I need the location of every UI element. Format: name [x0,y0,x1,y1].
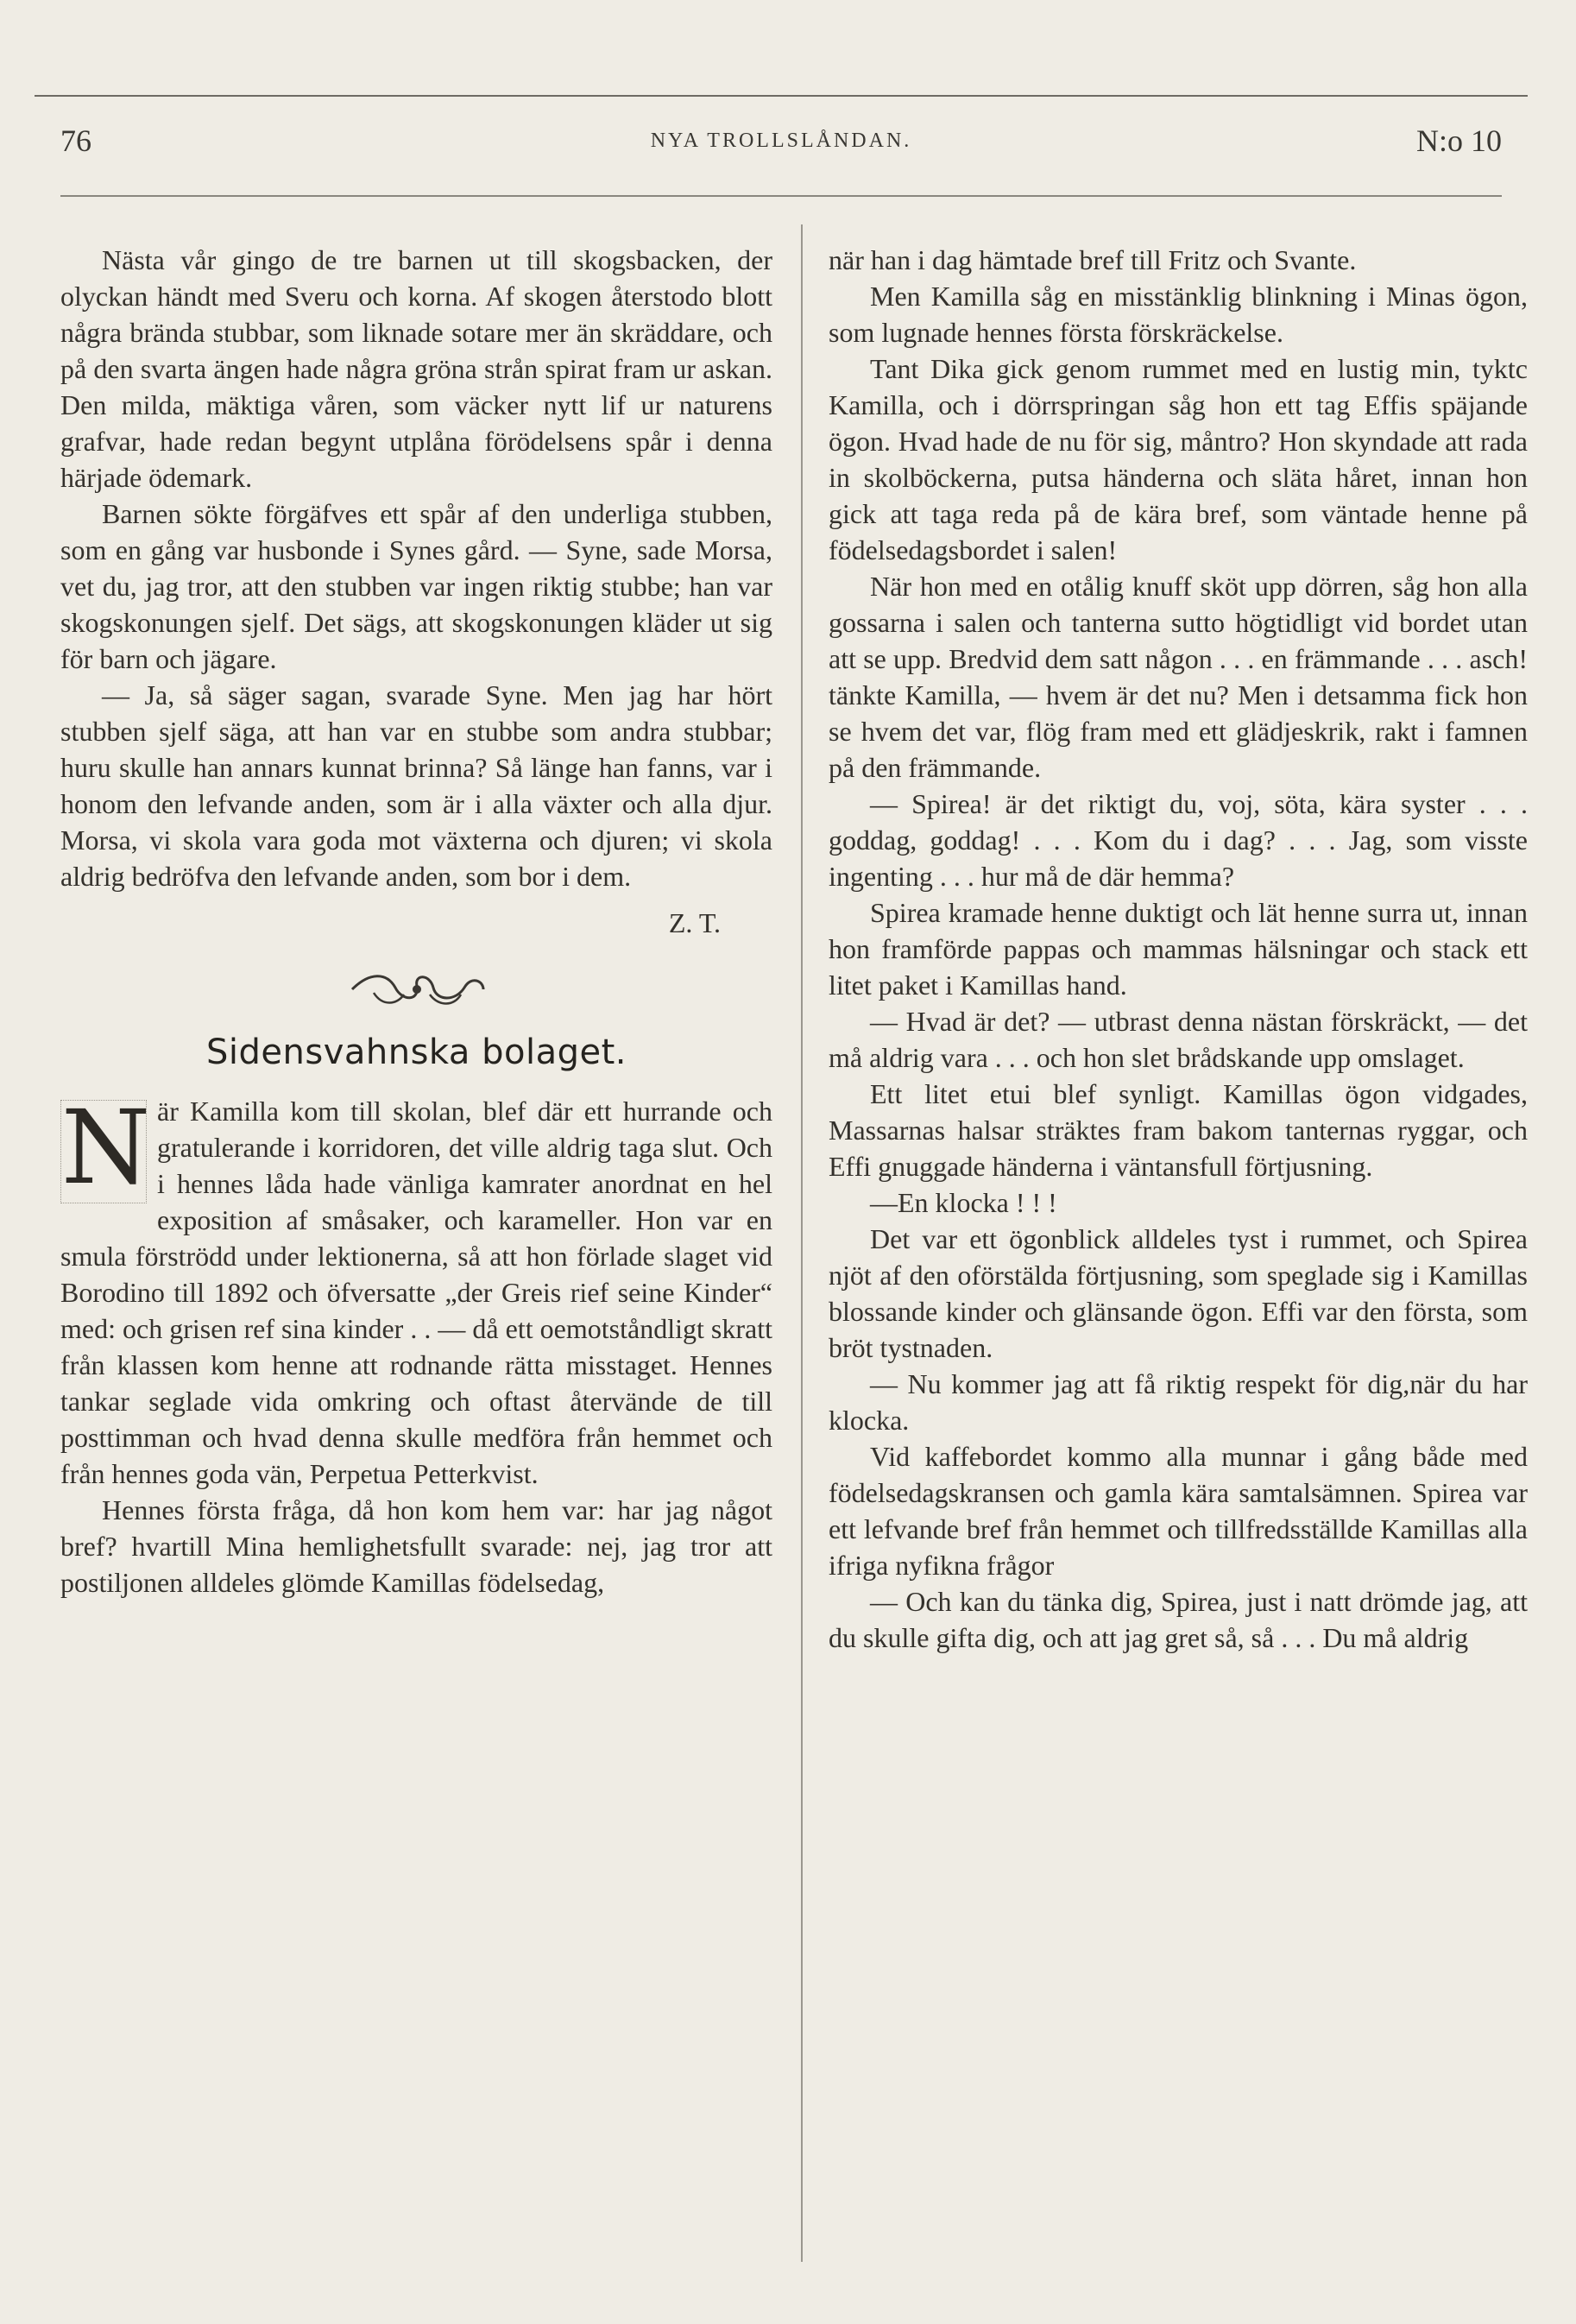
dialogue-paragraph: — Hvad är det? — utbrast denna nästan förskräckt, — det må aldrig vara . . . och hon slet brådskande upp omslaget. [829,1006,1528,1073]
dialogue-paragraph: — Och kan du tänka dig, Spirea, just i natt drömde jag, att du skulle gifta dig, och att jag gret så, så . . . Du må aldrig [829,1586,1528,1653]
ornament-flourish-icon [344,963,490,1012]
author-signature: Z. T. [668,907,721,938]
story-paragraph: Spirea kramade henne duktigt och lät henne surra ut, innan hon framförde pappas och mammas hälsningar och stack ett litet paket i Kamillas hand. [829,897,1528,1001]
story-paragraph: Hennes första fråga, då hon kom hem var: har jag något bref? hvartill Mina hemlighetsfullt svarade: nej, jag tror att postiljonen alldeles glömde Kamillas födelsedag, [60,1494,772,1598]
dialogue-paragraph: —En klocka ! ! ! [870,1187,1057,1218]
page [35,86,1528,2296]
dialogue-paragraph: — Nu kommer jag att få riktig respekt för dig,när du har klocka. [829,1368,1528,1436]
story-paragraph: När hon med en otålig knuff sköt upp dörren, såg hon alla gossarna i salen och tanterna sutto högtidligt vid bordet utan att se upp. Bredvid dem satt någon . . . en främmande . . . asch! tänkte Kamilla, — hvem är det nu? Men i detsamma fick hon se hvem det var, flög fram med ett glädjeskrik, rakt i famnen på den främmande. [829,571,1528,783]
top-border-rule [35,95,1528,97]
dialogue-paragraph: — Spirea! är det riktigt du, voj, söta, kära syster . . . goddag, goddag! . . . Kom du i dag? . . . Jag, som visste ingenting . . . hur må de där hemma? [829,788,1528,892]
story-paragraph: Ett litet etui blef synligt. Kamillas ögon vidgades, Massarnas halsar sträktes fram bakom tanternas ryggar, och Effi gnuggade händerna i väntansfull förtjusning. [829,1078,1528,1182]
journal-title: NYA TROLLSLÅNDAN. [650,129,912,152]
story-paragraph: Nästa vår gingo de tre barnen ut till skogsbacken, der olyckan händt med Sveru och korna. Af skogen återstodo blott några brända stubbar, som liknade sotare mer än skräddare, och på den svarta ängen hade några gröna strån spirat fram ur askan. Den milda, mäktiga våren, som väcker nytt lif ur naturens grafvar, hade redan begynt utplåna förödelsens spår i denna härjade ödemark. [60,244,772,493]
section-title: Sidensvahnska bolaget. [206,1033,627,1072]
story-paragraph: Men Kamilla såg en misstänklig blinkning i Minas ögon, som lugnade hennes första förskräckelse. [829,281,1528,348]
page-number: 76 [60,123,91,158]
story-paragraph: Tant Dika gick genom rummet med en lustig min, tyktc Kamilla, och i dörrspringan såg hon ett tag Effis späjande ögon. Hvad hade de nu för sig, måntro? Hon skyndade att rada in skolböckerna, putsa händerna och släta håret, innan hon gick att taga reda på de kära bref, som väntade henne på födelsedagsbordet i salen! [829,353,1528,565]
story-paragraph-continued: när han i dag hämtade bref till Fritz och Svante. [829,244,1357,275]
section-paragraph-text: är Kamilla kom till skolan, blef där ett hurrande och gratulerande i korridoren, det ville aldrig taga slut. Och i hennes låda hade vänliga kamrater anordnat en hel exposition af småsaker, och karameller. Hon var en smula förströdd under lektionerna, så att hon förlade slaget vid Borodino till 1892 och öfversatte „der Greis rief seine Kinder“ med: och grisen ref sina kinder . . — då ett oemotståndligt skratt från klassen kom henne att rodnande rätta misstaget. Hennes tankar seglade vida omkring och oftast återvände de till posttimman och hvad denna skulle medföra från hemmet och från hennes goda vän, Perpetua Petterkvist. [60,1096,772,1489]
header-rule [60,195,1502,197]
left-column [60,242,772,1601]
section-opening-paragraph [60,1088,772,1492]
column-divider [801,224,803,2262]
right-column [829,242,1528,1656]
story-paragraph: Det var ett ögonblick alldeles tyst i rummet, och Spirea njöt af den oförstälda förtjusning, som speglade sig i Kamillas blossande kinder och glänsande ögon. Effi var den första, som bröt tystnaden. [829,1223,1528,1363]
issue-number: N:o 10 [1416,123,1502,158]
drop-cap-initial: N [61,1088,151,1207]
story-paragraph: Barnen sökte förgäfves ett spår af den underliga stubben, som en gång var husbonde i Synes gård. — Syne, sade Morsa, vet du, jag tror, att den stubben var ingen riktig stubbe; han var skogskonungen sjelf. Det sägs, att skogskonungen kläder ut sig för barn och jägare. [60,498,772,674]
story-paragraph: — Ja, så säger sagan, svarade Syne. Men jag har hört stubben sjelf säga, att han var en stubbe som andra stubbar; huru skulle han annars kunnat brinna? Så länge han fanns, var i honom den lefvande anden, som är i alla växter och alla djur. Morsa, vi skola vara goda mot växterna och djuren; vi skola aldrig bedröfva den lefvande anden, som bor i dem. [60,679,772,892]
running-header [60,123,1502,174]
story-paragraph: Vid kaffebordet kommo alla munnar i gång både med födelsedagskransen och gamla kära samtalsämnen. Spirea var ett lefvande bref från hemmet och tillfredsställde Kamillas alla ifriga nyfikna frågor [829,1441,1528,1581]
